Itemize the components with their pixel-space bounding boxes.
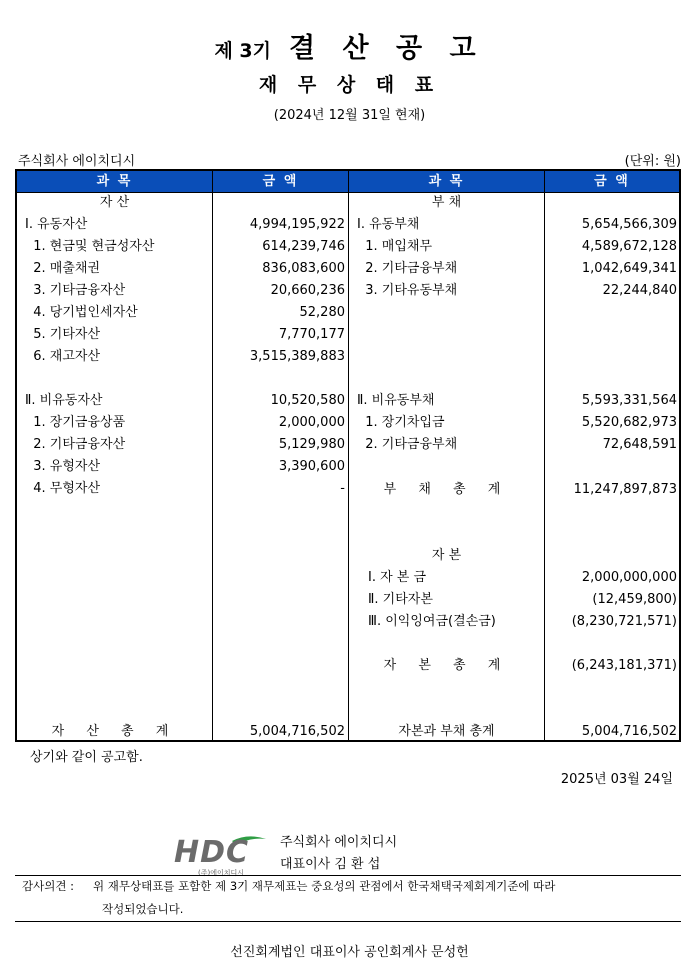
asset-item-amount: 5,129,980 bbox=[278, 437, 345, 452]
asset-item-amount: 836,083,600 bbox=[262, 261, 345, 276]
asset-item-amount: 3,515,389,883 bbox=[249, 349, 345, 364]
footer-company: 주식회사 에이치디시 bbox=[280, 835, 398, 850]
audit-bottom-rule bbox=[15, 921, 681, 922]
as-of-date: (2024년 12월 31일 현재) bbox=[273, 108, 426, 123]
liability-item-amount: 5,593,331,564 bbox=[581, 393, 677, 408]
equity-section-label: 자 본 bbox=[431, 548, 462, 563]
asset-item-name: Ⅱ. 비유동자산 bbox=[25, 393, 103, 408]
equity-item-name: Ⅱ. 기타자본 bbox=[368, 592, 433, 607]
liability-item-name: 3. 기타유동부채 bbox=[357, 283, 458, 298]
page-title: 결 산 공 고 bbox=[289, 33, 485, 64]
asset-item-name: 3. 유형자산 bbox=[25, 459, 101, 474]
asset-item-name: 6. 재고자산 bbox=[25, 349, 101, 364]
auditor-line: 선진회계법인 대표이사 공인회계사 문성헌 bbox=[230, 945, 469, 960]
col-divider bbox=[544, 171, 545, 740]
liability-item-name: Ⅱ. 비유동부채 bbox=[357, 393, 435, 408]
equity-item-amount: 2,000,000,000 bbox=[581, 570, 677, 585]
liability-item-amount: 5,654,566,309 bbox=[581, 217, 677, 232]
liability-item-name: 2. 기타금융부채 bbox=[357, 261, 458, 276]
liability-item-name: Ⅰ. 유동부채 bbox=[357, 217, 420, 232]
liability-total-label: 부 채 총 계 bbox=[383, 482, 510, 497]
asset-section-label: 자 산 bbox=[99, 195, 130, 210]
liability-item-name: 1. 매입채무 bbox=[357, 239, 433, 254]
equity-total-amount: (6,243,181,371) bbox=[571, 658, 677, 673]
asset-item-name: 1. 현금및 현금성자산 bbox=[25, 239, 155, 254]
asset-item-name: 2. 기타금융자산 bbox=[25, 437, 126, 452]
asset-item-amount: 3,390,600 bbox=[278, 459, 345, 474]
header-left-amount: 금 액 bbox=[262, 174, 299, 189]
liability-item-amount: 72,648,591 bbox=[602, 437, 677, 452]
audit-text-line2: 작성되었습니다. bbox=[102, 902, 184, 916]
asset-item-amount: 614,239,746 bbox=[262, 239, 345, 254]
logo-text: HDC bbox=[174, 835, 250, 870]
equity-item-amount: (12,459,800) bbox=[592, 592, 677, 607]
asset-item-name: Ⅰ. 유동자산 bbox=[25, 217, 88, 232]
liability-section-label: 부 채 bbox=[431, 195, 462, 210]
liability-total-amount: 11,247,897,873 bbox=[573, 482, 677, 497]
statement-subtitle: 재 무 상 태 표 bbox=[258, 74, 441, 96]
asset-item-amount: 20,660,236 bbox=[270, 283, 345, 298]
asset-item-name: 2. 매출채권 bbox=[25, 261, 101, 276]
notice-text: 상기와 같이 공고함. bbox=[30, 750, 143, 765]
equity-total-label: 자 본 총 계 bbox=[383, 658, 510, 673]
equity-item-name: Ⅲ. 이익잉여금(결손금) bbox=[368, 614, 496, 629]
audit-text-line1: 위 재무상태표를 포함한 제 3기 재무제표는 중요성의 관점에서 한국채택국제회계기준에 따라 bbox=[93, 879, 556, 893]
liability-item-amount: 1,042,649,341 bbox=[581, 261, 677, 276]
asset-item-amount: 7,770,177 bbox=[278, 327, 345, 342]
asset-total-amount: 5,004,716,502 bbox=[249, 724, 345, 739]
asset-item-amount: 52,280 bbox=[299, 305, 345, 320]
title-row bbox=[0, 26, 699, 65]
asset-total-label: 자 산 총 계 bbox=[51, 724, 178, 739]
notice-date: 2025년 03월 24일 bbox=[560, 772, 673, 787]
liability-item-amount: 4,589,672,128 bbox=[581, 239, 677, 254]
footer-ceo: 대표이사 김 환 섭 bbox=[280, 857, 381, 872]
equity-item-amount: (8,230,721,571) bbox=[571, 614, 677, 629]
asset-item-name: 5. 기타자산 bbox=[25, 327, 101, 342]
logo-subtext: (주)에이치디시 bbox=[198, 869, 245, 877]
asset-item-amount: - bbox=[340, 481, 345, 496]
audit-label: 감사의견 : bbox=[22, 879, 74, 893]
unit-label: (단위: 원) bbox=[624, 154, 681, 169]
liability-item-name: 1. 장기차입금 bbox=[357, 415, 445, 430]
header-right-item: 과 목 bbox=[428, 174, 465, 189]
period-label: 제 3기 bbox=[214, 40, 271, 62]
asset-item-name: 1. 장기금융상품 bbox=[25, 415, 126, 430]
asset-item-amount: 10,520,580 bbox=[270, 393, 345, 408]
liability-item-name: 2. 기타금융부채 bbox=[357, 437, 458, 452]
asset-item-name: 3. 기타금융자산 bbox=[25, 283, 126, 298]
header-left-item: 과 목 bbox=[96, 174, 133, 189]
liability-item-amount: 5,520,682,973 bbox=[581, 415, 677, 430]
asset-item-amount: 2,000,000 bbox=[278, 415, 345, 430]
col-divider bbox=[212, 171, 213, 740]
asset-item-name: 4. 무형자산 bbox=[25, 481, 101, 496]
liability-item-amount: 22,244,840 bbox=[602, 283, 677, 298]
asset-item-name: 4. 당기법인세자산 bbox=[25, 305, 138, 320]
company-name: 주식회사 에이치디시 bbox=[18, 154, 136, 169]
header-right-amount: 금 액 bbox=[594, 174, 630, 189]
equity-item-name: Ⅰ. 자 본 금 bbox=[368, 570, 427, 585]
audit-top-rule bbox=[15, 875, 681, 876]
equity-liability-total-label: 자본과 부채 총계 bbox=[398, 724, 495, 739]
asset-item-amount: 4,994,195,922 bbox=[249, 217, 345, 232]
equity-liability-total-amount: 5,004,716,502 bbox=[581, 724, 677, 739]
